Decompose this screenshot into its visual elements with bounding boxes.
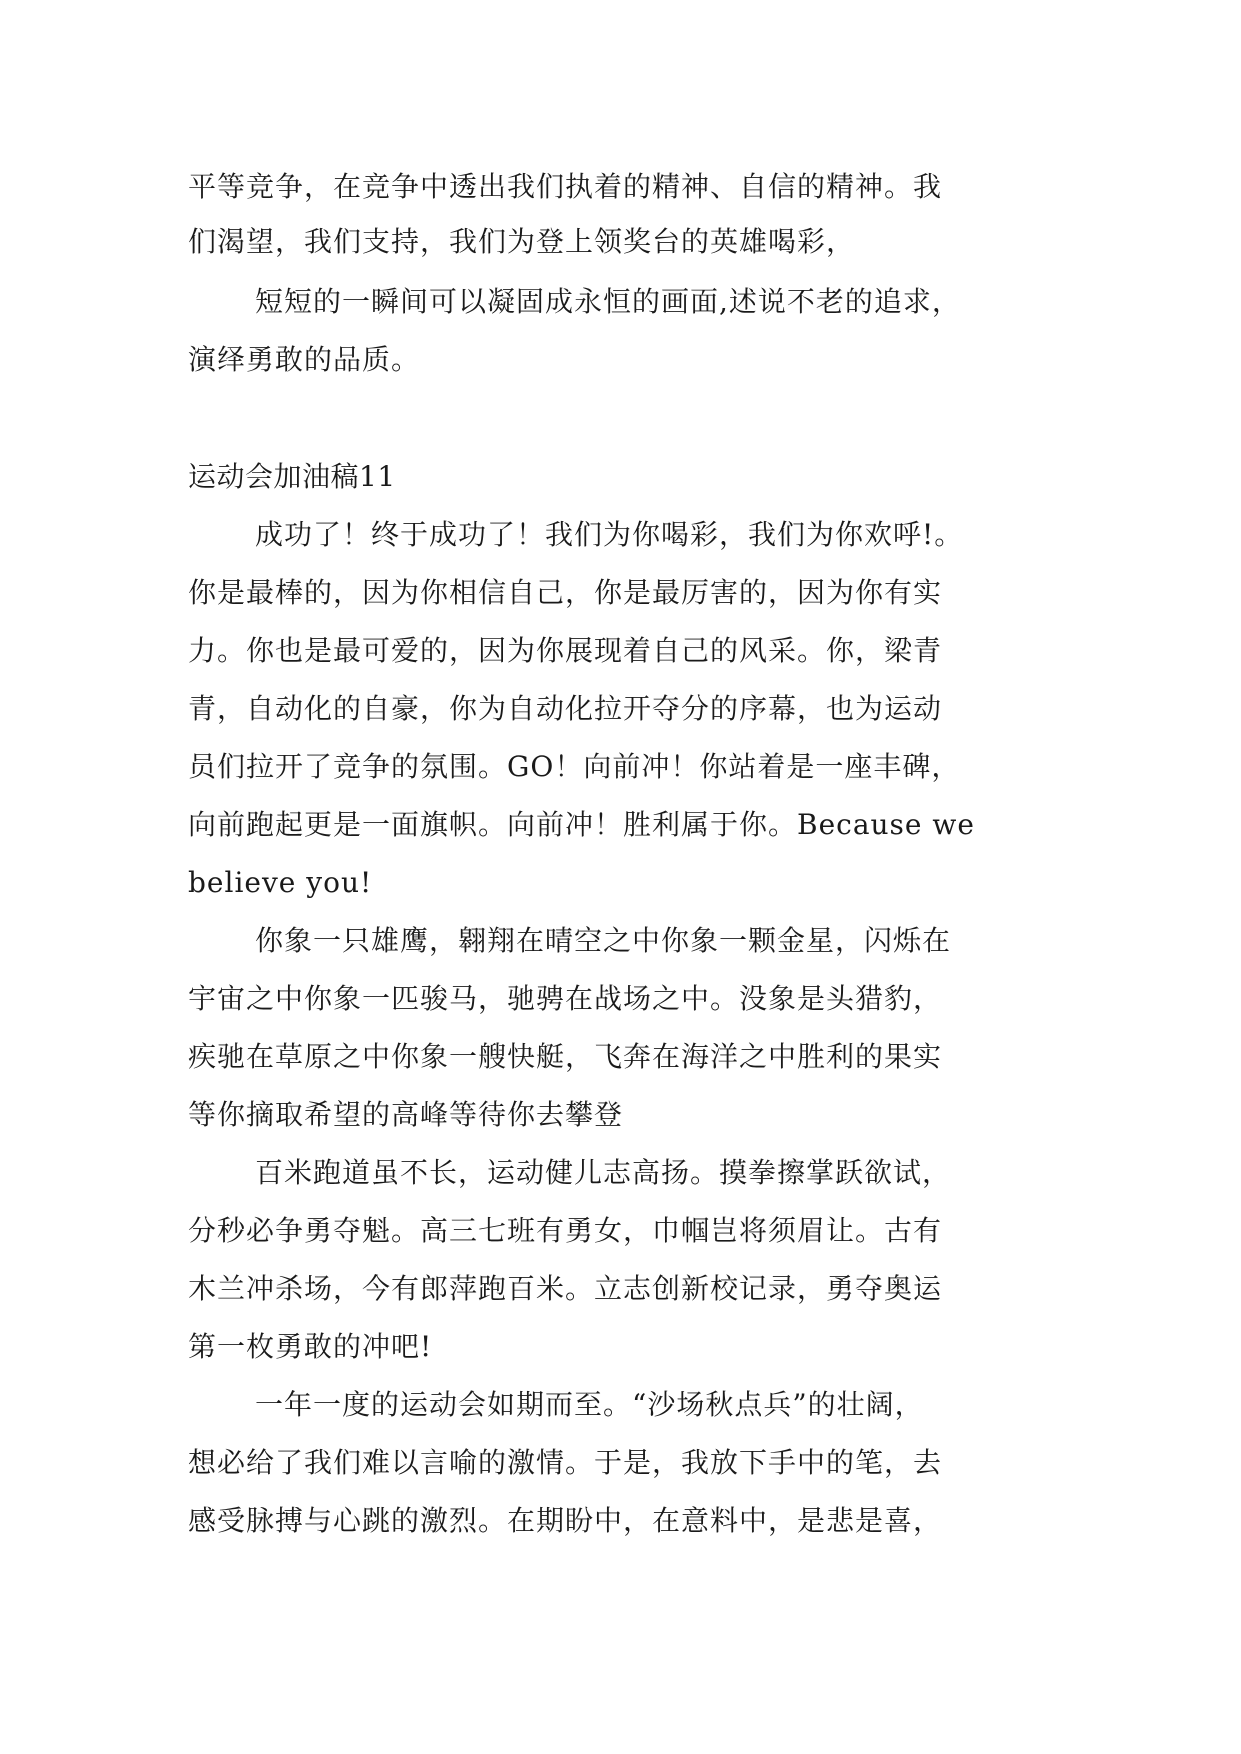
text-line: 百米跑道虽不长，运动健儿志高扬。摸拳擦掌跃欲试， — [255, 1156, 952, 1189]
text-line: 想必给了我们难以言喻的激情。于是，我放下手中的笔，去 — [188, 1446, 943, 1479]
text-line: 分秒必争勇夺魁。高三七班有勇女，巾帼岂将须眉让。古有 — [188, 1214, 943, 1247]
text-line: 一年一度的运动会如期而至。“沙场秋点兵”的壮阔， — [255, 1388, 924, 1421]
text-line: 第一枚勇敢的冲吧! — [188, 1330, 433, 1363]
text-line: 疾驰在草原之中你象一艘快艇，飞奔在海洋之中胜利的果实 — [188, 1040, 943, 1073]
text-line: 你是最棒的，因为你相信自己，你是最厉害的，因为你有实 — [188, 576, 943, 609]
text-line: 成功了！终于成功了！我们为你喝彩，我们为你欢呼!。 — [255, 518, 964, 551]
text-line: 青，自动化的自豪，你为自动化拉开夺分的序幕，也为运动 — [188, 692, 943, 725]
text-line: 感受脉搏与心跳的激烈。在期盼中，在意料中，是悲是喜， — [188, 1504, 943, 1537]
section-heading: 运动会加油稿11 — [188, 460, 396, 493]
text-line: 宇宙之中你象一匹骏马，驰骋在战场之中。没象是头猎豹， — [188, 982, 943, 1015]
text-line: 平等竞争，在竞争中透出我们执着的精神、自信的精神。我 — [188, 170, 943, 203]
text-line: believe you! — [188, 866, 373, 899]
text-line: 短短的一瞬间可以凝固成永恒的画面,述说不老的追求， — [255, 285, 961, 318]
text-line: 演绎勇敢的品质。 — [188, 343, 421, 376]
text-line: 向前跑起更是一面旗帜。向前冲！胜利属于你。Because we — [188, 808, 975, 841]
text-line: 们渴望，我们支持，我们为登上领奖台的英雄喝彩， — [188, 225, 856, 258]
text-line: 木兰冲杀场，今有郎萍跑百米。立志创新校记录，勇夺奥运 — [188, 1272, 943, 1305]
text-line: 力。你也是最可爱的，因为你展现着自己的风采。你，梁青 — [188, 634, 943, 667]
text-line: 你象一只雄鹰，翱翔在晴空之中你象一颗金星，闪烁在 — [255, 924, 952, 957]
text-line: 员们拉开了竞争的氛围。GO！向前冲！你站着是一座丰碑， — [188, 750, 961, 783]
text-line: 等你摘取希望的高峰等待你去攀登 — [188, 1098, 624, 1131]
